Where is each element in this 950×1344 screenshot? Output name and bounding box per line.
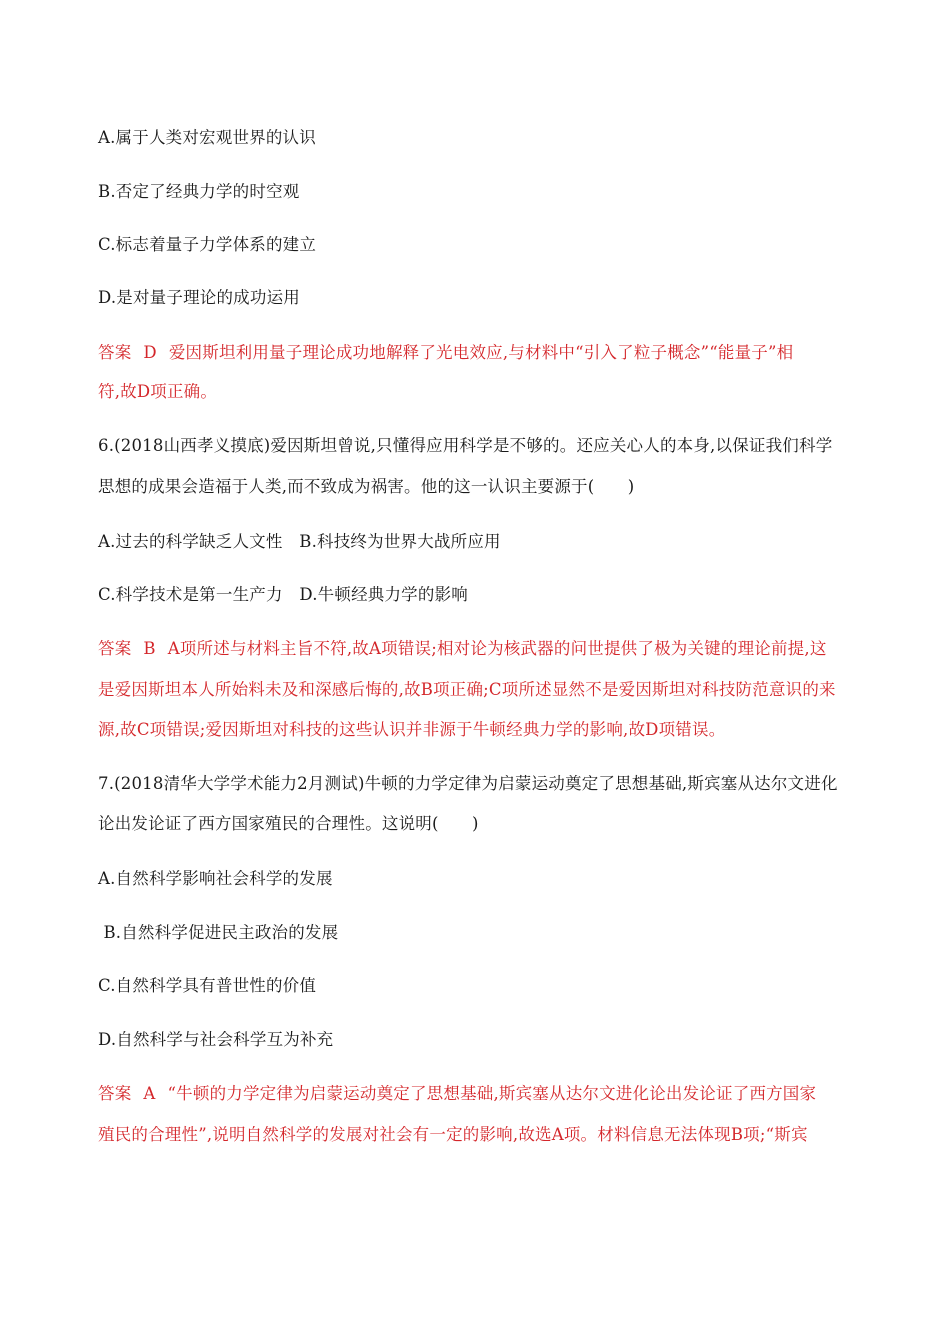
q7-option-d: D.自然科学与社会科学互为补充 [98, 1030, 334, 1049]
q6-answer-text-1: A项所述与材料主旨不符,故A项错误;相对论为核武器的问世提供了极为关键的理论前提,这 [167, 639, 827, 658]
q6-stem-line-2: 思想的成果会造福于人类,而不致成为祸害。他的这一认识主要源于( ) [98, 477, 635, 496]
q6-options-line-2: C.科学技术是第一生产力 D.牛顿经典力学的影响 [98, 585, 468, 604]
q6-options-line-1: A.过去的科学缺乏人文性 B.科技终为世界大战所应用 [98, 532, 501, 551]
q5-answer-line-1 [98, 343, 858, 363]
q5-option-a: A.属于人类对宏观世界的认识 [98, 128, 316, 147]
q7-answer-label: 答案 [98, 1084, 132, 1103]
q5-answer-label: 答案 [98, 343, 132, 362]
q6-answer-text-3: 源,故C项错误;爱因斯坦对科技的这些认识并非源于牛顿经典力学的影响,故D项错误。 [98, 720, 726, 739]
q6-answer-line-1 [98, 639, 858, 659]
q5-answer-text-1: 爱因斯坦利用量子理论成功地解释了光电效应,与材料中“引入了粒子概念”“能量子”相 [168, 343, 794, 362]
q5-option-d: D.是对量子理论的成功运用 [98, 288, 300, 307]
q6-answer-text-2: 是爱因斯坦本人所始料未及和深感后悔的,故B项正确;C项所述显然不是爱因斯坦对科技防范意识的来 [98, 680, 836, 699]
q7-answer-text-1: “牛顿的力学定律为启蒙运动奠定了思想基础,斯宾塞从达尔文进化论出发论证了西方国家 [167, 1084, 817, 1103]
q6-answer-key: B [143, 639, 156, 658]
q7-option-c: C.自然科学具有普世性的价值 [98, 976, 317, 995]
q7-option-a: A.自然科学影响社会科学的发展 [98, 869, 333, 888]
q7-stem-line-2: 论出发论证了西方国家殖民的合理性。这说明( ) [98, 814, 479, 833]
q7-answer-text-2: 殖民的合理性”,说明自然科学的发展对社会有一定的影响,故选A项。材料信息无法体现B项;“斯宾 [98, 1125, 808, 1144]
q7-option-b: B.自然科学促进民主政治的发展 [98, 923, 339, 942]
q5-answer-key: D [143, 343, 157, 362]
q7-answer-line-1 [98, 1084, 858, 1104]
q7-answer-key: A [143, 1084, 156, 1103]
q6-answer-label: 答案 [98, 639, 132, 658]
q6-stem-line-1: 6.(2018山西孝义摸底)爱因斯坦曾说,只懂得应用科学是不够的。还应关心人的本身,以保证我们科学 [98, 436, 833, 455]
q5-option-c: C.标志着量子力学体系的建立 [98, 235, 317, 254]
q7-stem-line-1: 7.(2018清华大学学术能力2月测试)牛顿的力学定律为启蒙运动奠定了思想基础,斯宾塞从达尔文进化 [98, 774, 838, 793]
q5-option-b: B.否定了经典力学的时空观 [98, 182, 300, 201]
q5-answer-text-2: 符,故D项正确。 [98, 382, 218, 401]
